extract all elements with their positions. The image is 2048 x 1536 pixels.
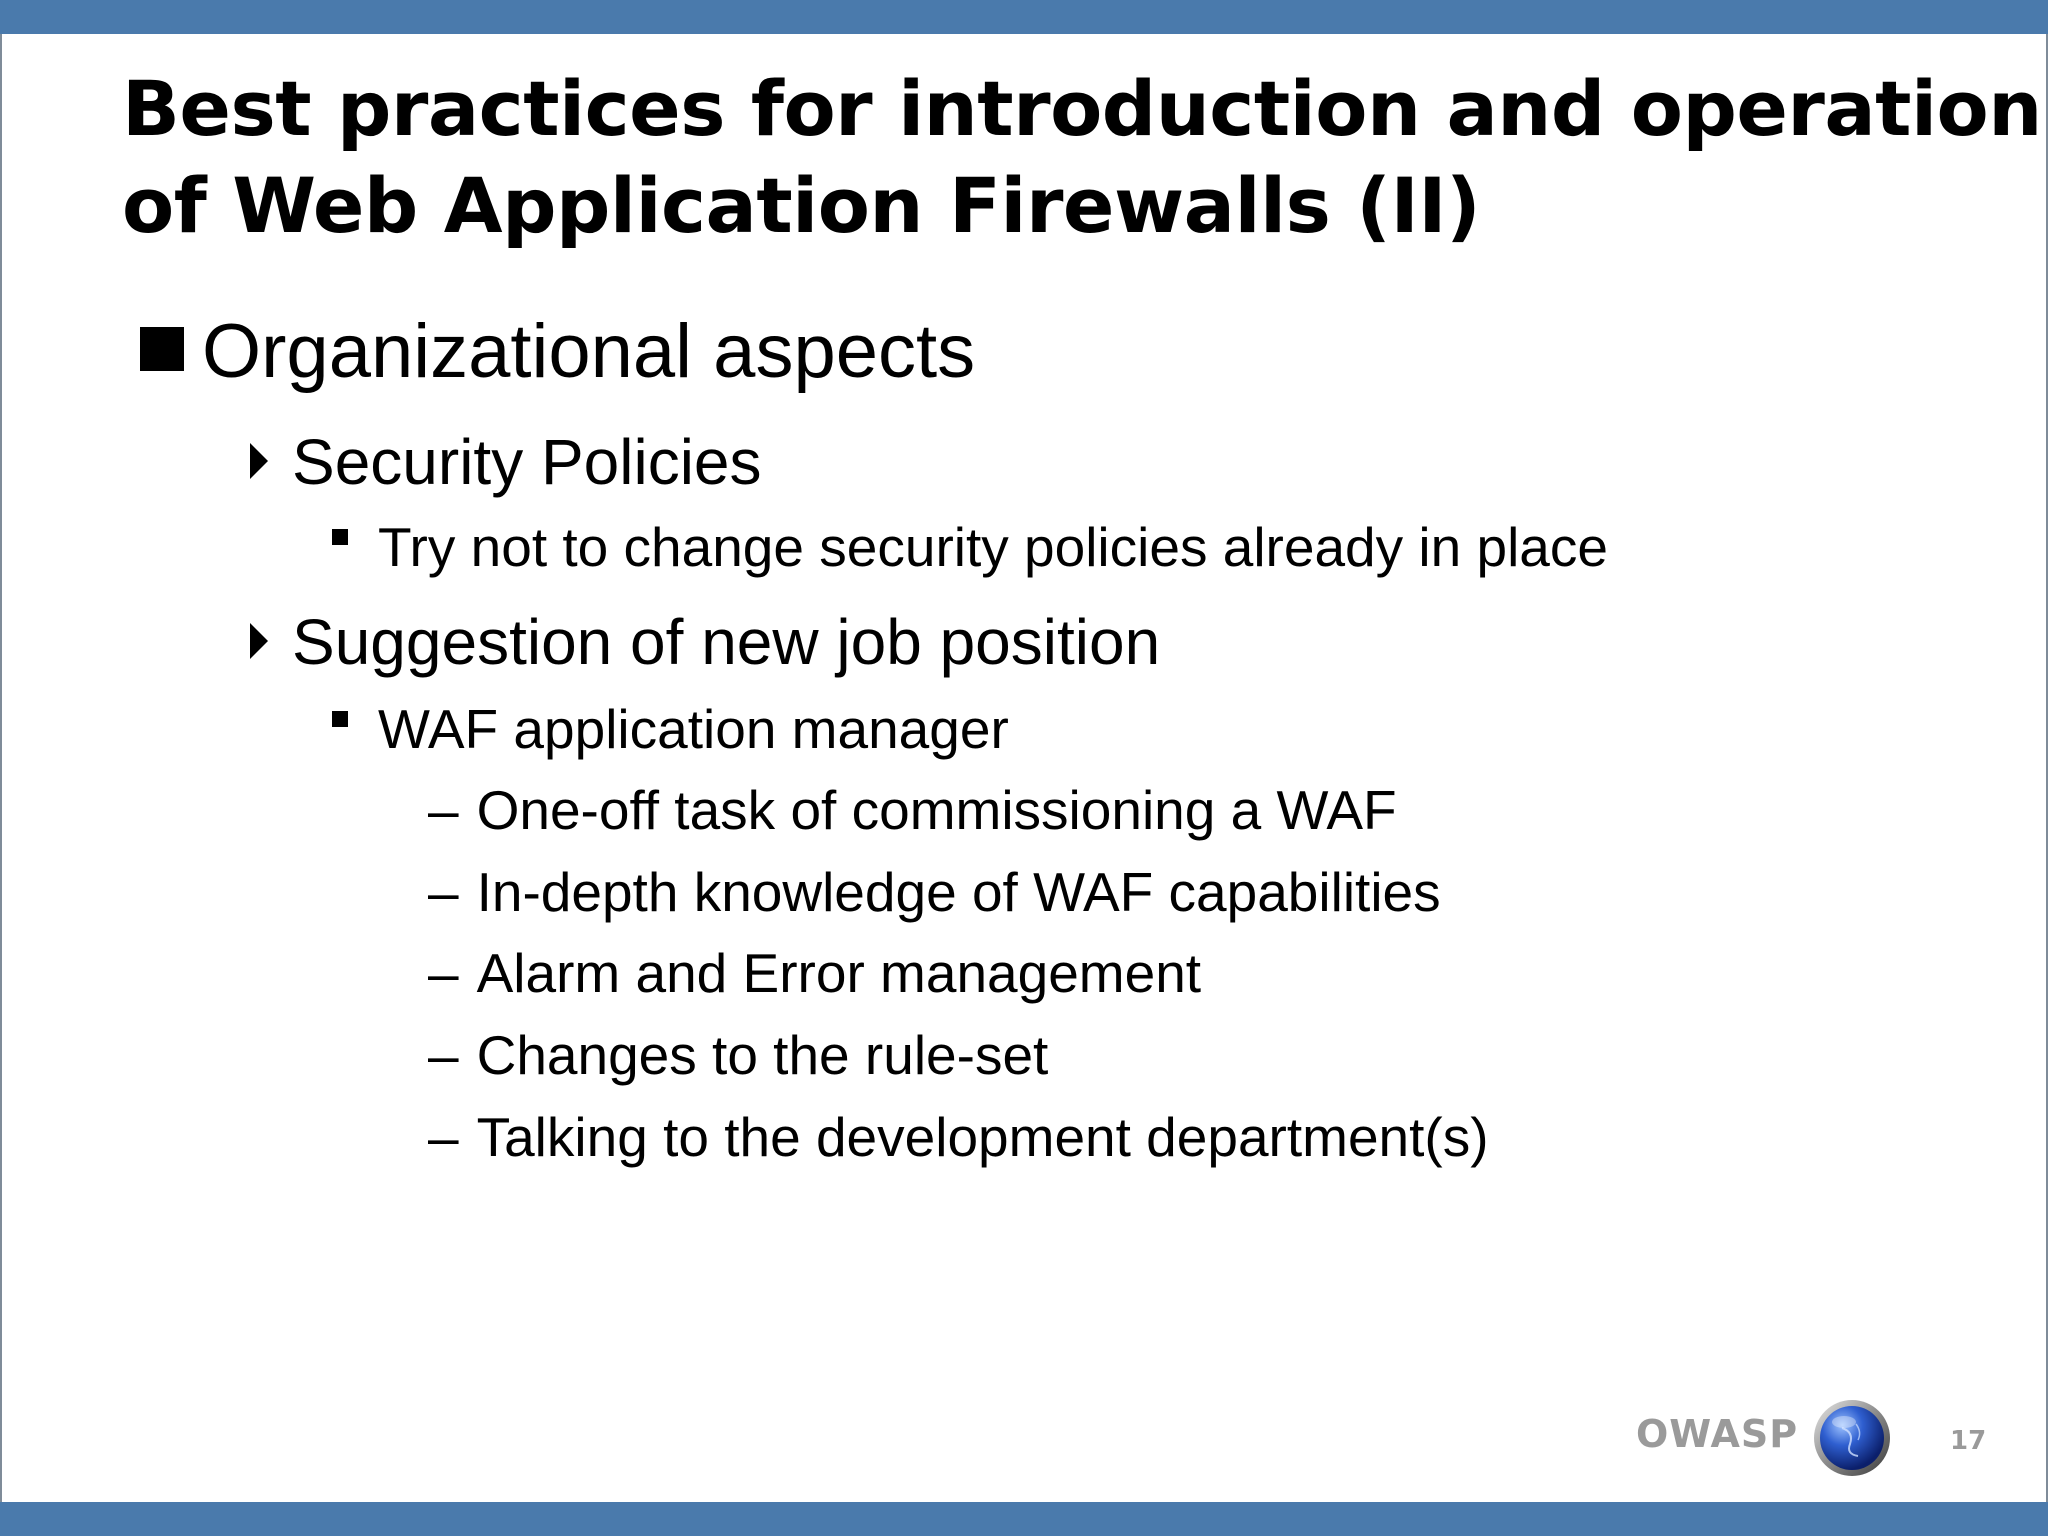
dash-item-text: Talking to the development department(s) xyxy=(476,1106,1489,1168)
bullet-level1 xyxy=(140,304,975,400)
bullet-security-policies-text: Security Policies xyxy=(292,426,762,498)
square-bullet-icon xyxy=(140,327,184,371)
dash-bullet: – xyxy=(428,779,459,841)
dash-item xyxy=(428,938,1201,1008)
dash-item xyxy=(428,1102,1489,1172)
bullet-waf-application-manager xyxy=(332,694,1009,764)
bullet-level1-text: Organizational aspects xyxy=(202,309,976,394)
bottom-accent-bar xyxy=(0,1502,2048,1536)
bullet-waf-application-manager-text: WAF application manager xyxy=(378,698,1009,760)
dash-bullet: – xyxy=(428,1106,459,1168)
slide-title-line-2: of Web Application Firewalls (II) xyxy=(122,161,1481,250)
dash-item xyxy=(428,857,1441,927)
slide-left-border xyxy=(0,34,2,1502)
dash-bullet: – xyxy=(428,942,459,1004)
footer-brand: OWASP xyxy=(1636,1412,1799,1456)
bullet-try-not-to-change xyxy=(332,512,1608,582)
bullet-new-job-position xyxy=(250,602,1160,682)
dash-item xyxy=(428,1020,1048,1090)
page-number: 17 xyxy=(1950,1426,1987,1456)
triangle-bullet-icon xyxy=(250,623,268,659)
small-square-bullet-icon xyxy=(332,529,348,545)
dash-item-text: One-off task of commissioning a WAF xyxy=(476,779,1397,841)
owasp-globe-icon xyxy=(1812,1398,1892,1478)
bullet-new-job-position-text: Suggestion of new job position xyxy=(292,606,1161,678)
small-square-bullet-icon xyxy=(332,711,348,727)
triangle-bullet-icon xyxy=(250,443,268,479)
dash-item xyxy=(428,775,1397,845)
dash-item-text: Alarm and Error management xyxy=(476,942,1202,1004)
bullet-try-not-to-change-text: Try not to change security policies already in place xyxy=(378,516,1608,578)
top-accent-bar xyxy=(0,0,2048,34)
bullet-security-policies xyxy=(250,422,762,502)
dash-bullet: – xyxy=(428,861,459,923)
slide-title-line-1: Best practices for introduction and operation xyxy=(122,64,2042,153)
slide-title xyxy=(122,60,2042,254)
dash-item-text: In-depth knowledge of WAF capabilities xyxy=(476,861,1441,923)
dash-item-text: Changes to the rule-set xyxy=(476,1024,1049,1086)
dash-bullet: – xyxy=(428,1024,459,1086)
